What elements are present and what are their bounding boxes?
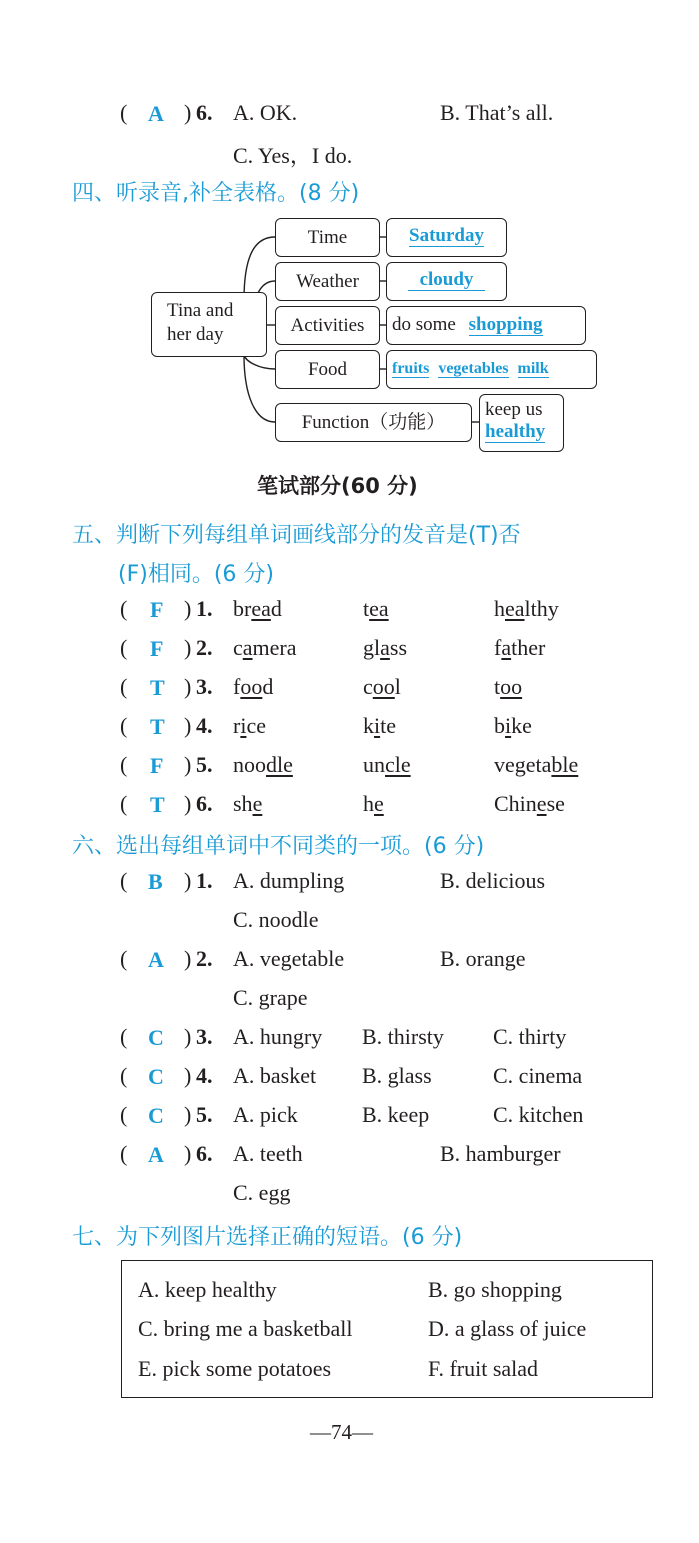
word-1: [233, 596, 282, 622]
underlined-part: e: [374, 791, 384, 816]
word-part: r: [233, 713, 241, 738]
word-3: [494, 674, 522, 700]
option-c: C. cinema: [493, 1063, 583, 1088]
paren-close: ): [184, 100, 192, 125]
word-2: [363, 752, 411, 778]
underlined-part: oo: [372, 674, 395, 699]
paren-close: ): [184, 1024, 192, 1049]
question-number: 5.: [196, 1102, 213, 1127]
answer-time-box: [386, 218, 507, 257]
phrase-d: D. a glass of juice: [428, 1316, 587, 1341]
word-part: mera: [252, 635, 297, 660]
word-part: un: [363, 752, 385, 777]
question-number: 3.: [196, 1024, 213, 1049]
option-a: A. dumpling: [233, 868, 345, 893]
answer-mark: F: [150, 597, 164, 622]
paren-open: (: [120, 713, 128, 738]
answer-food-box: [386, 350, 597, 389]
paren-open: (: [120, 868, 128, 893]
answer-mark: B: [148, 869, 163, 894]
section5-heading-line1: 五、判断下列每组单词画线部分的发音是(T)否: [72, 523, 521, 548]
word-part: vegeta: [494, 752, 552, 777]
answer-mark: A: [148, 101, 164, 126]
phrase-c: C. bring me a basketball: [138, 1316, 353, 1341]
option-b: B. That’s all.: [440, 100, 554, 125]
word-3: [494, 752, 578, 778]
underlined-part: e: [252, 791, 263, 816]
paren-open: (: [120, 596, 128, 621]
answer-mark: A: [148, 947, 164, 972]
option-b: B. thirsty: [362, 1024, 444, 1049]
underlined-part: ea: [251, 596, 271, 621]
word-part: gl: [363, 635, 381, 660]
paren-open: (: [120, 1024, 128, 1049]
word-3: [494, 713, 532, 739]
answer-mark: T: [150, 714, 165, 739]
option-b: B. glass: [362, 1063, 432, 1088]
word-part: h: [363, 791, 374, 816]
option-c: C. egg: [233, 1180, 291, 1205]
question-number: 6.: [196, 791, 213, 816]
word-3: [494, 596, 559, 622]
paren-close: ): [184, 1063, 192, 1088]
word-2: [363, 635, 407, 661]
underlined-part: oo: [500, 674, 523, 699]
underlined-part: a: [380, 635, 390, 660]
word-1: [233, 752, 293, 778]
word-part: noo: [233, 752, 266, 777]
underlined-part: cle: [385, 752, 411, 777]
underlined-part: dle: [266, 752, 293, 777]
word-part: f: [233, 674, 241, 699]
paren-open: (: [120, 100, 128, 125]
answer-mark: C: [148, 1025, 164, 1050]
section7-heading: 七、为下列图片选择正确的短语。(6 分): [72, 1225, 463, 1250]
question-number: 1.: [196, 868, 213, 893]
question-number: 2.: [196, 946, 213, 971]
section4-heading: 四、听录音,补全表格。(8 分): [72, 181, 360, 206]
word-3: [494, 635, 545, 661]
question-number: 6.: [196, 100, 213, 125]
word-part: se: [546, 791, 565, 816]
word-2: [363, 596, 389, 622]
word-part: c: [363, 674, 373, 699]
underlined-part: e: [536, 791, 547, 816]
word-part: ce: [246, 713, 266, 738]
word-part: k: [363, 713, 374, 738]
option-b: B. delicious: [440, 868, 546, 893]
answer-weather-box: [386, 262, 507, 301]
paren-close: ): [184, 674, 192, 699]
underlined-part: i: [505, 713, 512, 738]
activities-prefix: do some: [392, 314, 456, 335]
answer-mark: T: [150, 792, 165, 817]
phrase-f: F. fruit salad: [428, 1356, 539, 1381]
word-2: [363, 791, 384, 817]
word-2: [363, 713, 396, 739]
section6-heading: 六、选出每组单词中不同类的一项。(6 分): [72, 834, 485, 859]
underlined-part: ea: [505, 596, 525, 621]
word-part: sh: [233, 791, 253, 816]
underlined-part: a: [242, 635, 253, 660]
answer-function-box: [479, 394, 564, 452]
answer-food-1: fruits: [392, 360, 430, 377]
phrase-box: [121, 1260, 653, 1398]
underlined-part: i: [240, 713, 247, 738]
function-prefix: keep us: [485, 399, 543, 420]
option-a: A. vegetable: [233, 946, 345, 971]
answer-activities: shopping: [468, 314, 543, 335]
word-part: b: [494, 713, 505, 738]
center-line-2: her day: [167, 324, 224, 345]
word-part: ther: [511, 635, 546, 660]
option-c: C. kitchen: [493, 1102, 584, 1127]
question-number: 4.: [196, 713, 213, 738]
word-part: d: [270, 596, 282, 621]
paren-open: (: [120, 635, 128, 660]
option-a: A. OK.: [233, 100, 298, 125]
answer-mark: C: [148, 1064, 164, 1089]
word-part: ss: [389, 635, 408, 660]
underlined-part: ea: [369, 596, 389, 621]
answer-mark: F: [150, 753, 164, 778]
mindmap-center: [151, 292, 267, 357]
word-1: [233, 674, 273, 700]
page-number: —74—: [310, 1420, 373, 1444]
paren-close: ): [184, 868, 192, 893]
question-number: 3.: [196, 674, 213, 699]
underlined-part: ble: [551, 752, 579, 777]
word-part: l: [394, 674, 401, 699]
word-part: te: [380, 713, 397, 738]
paren-open: (: [120, 674, 128, 699]
section5-heading-line2: (F)相同。(6 分): [118, 562, 274, 587]
answer-mark: C: [148, 1103, 164, 1128]
word-part: br: [233, 596, 252, 621]
option-b: B. hamburger: [440, 1141, 561, 1166]
question-number: 4.: [196, 1063, 213, 1088]
word-part: t: [363, 596, 370, 621]
word-part: f: [494, 635, 502, 660]
paren-open: (: [120, 1063, 128, 1088]
word-1: [233, 713, 266, 739]
phrase-b: B. go shopping: [428, 1277, 562, 1302]
center-line-1: Tina and: [167, 300, 234, 321]
underlined-part: oo: [240, 674, 263, 699]
word-part: h: [494, 596, 505, 621]
answer-activities-box: [386, 306, 586, 345]
answer-mark: A: [148, 1142, 164, 1167]
answer-mark: T: [150, 675, 165, 700]
option-c: C. noodle: [233, 907, 319, 932]
paren-close: ): [184, 1102, 192, 1127]
question-number: 6.: [196, 1141, 213, 1166]
word-3: [494, 791, 565, 817]
answer-food-2: vegetables: [438, 360, 509, 377]
written-part-title: 笔试部分(60 分): [257, 474, 418, 498]
paren-close: ): [184, 635, 192, 660]
phrase-a: A. keep healthy: [138, 1277, 277, 1302]
word-part: t: [494, 674, 501, 699]
option-a: A. basket: [233, 1063, 317, 1088]
paren-open: (: [120, 1102, 128, 1127]
paren-close: ): [184, 791, 192, 816]
phrase-e: E. pick some potatoes: [138, 1356, 332, 1381]
paren-close: ): [184, 752, 192, 777]
option-c: C. Yes，I do.: [233, 143, 353, 168]
word-part: c: [233, 635, 243, 660]
word-2: [363, 674, 401, 700]
option-a: A. hungry: [233, 1024, 323, 1049]
paren-close: ): [184, 713, 192, 738]
label-food: Food: [275, 350, 380, 389]
underlined-part: i: [374, 713, 381, 738]
answer-time: Saturday: [409, 225, 484, 246]
label-function: Function（功能）: [275, 403, 472, 442]
label-activities: Activities: [275, 306, 380, 345]
label-time: Time: [275, 218, 380, 257]
paren-close: ): [184, 1141, 192, 1166]
word-1: [233, 791, 262, 817]
option-b: B. orange: [440, 946, 526, 971]
word-part: Chin: [494, 791, 537, 816]
option-a: A. teeth: [233, 1141, 303, 1166]
option-b: B. keep: [362, 1102, 430, 1127]
word-part: ke: [511, 713, 532, 738]
answer-mark: F: [150, 636, 164, 661]
answer-function: healthy: [485, 421, 546, 442]
question-number: 5.: [196, 752, 213, 777]
paren-open: (: [120, 946, 128, 971]
word-1: [233, 635, 297, 661]
word-part: d: [262, 674, 274, 699]
option-a: A. pick: [233, 1102, 298, 1127]
underlined-part: a: [501, 635, 512, 660]
paren-open: (: [120, 752, 128, 777]
paren-close: ): [184, 946, 192, 971]
question-number: 2.: [196, 635, 213, 660]
option-c: C. grape: [233, 985, 308, 1010]
answer-food-3: milk: [517, 360, 549, 377]
option-c: C. thirty: [493, 1024, 567, 1049]
question-number: 1.: [196, 596, 213, 621]
paren-open: (: [120, 791, 128, 816]
answer-weather: cloudy: [408, 269, 486, 291]
word-part: lthy: [524, 596, 559, 621]
paren-close: ): [184, 596, 192, 621]
label-weather: Weather: [275, 262, 380, 301]
paren-open: (: [120, 1141, 128, 1166]
